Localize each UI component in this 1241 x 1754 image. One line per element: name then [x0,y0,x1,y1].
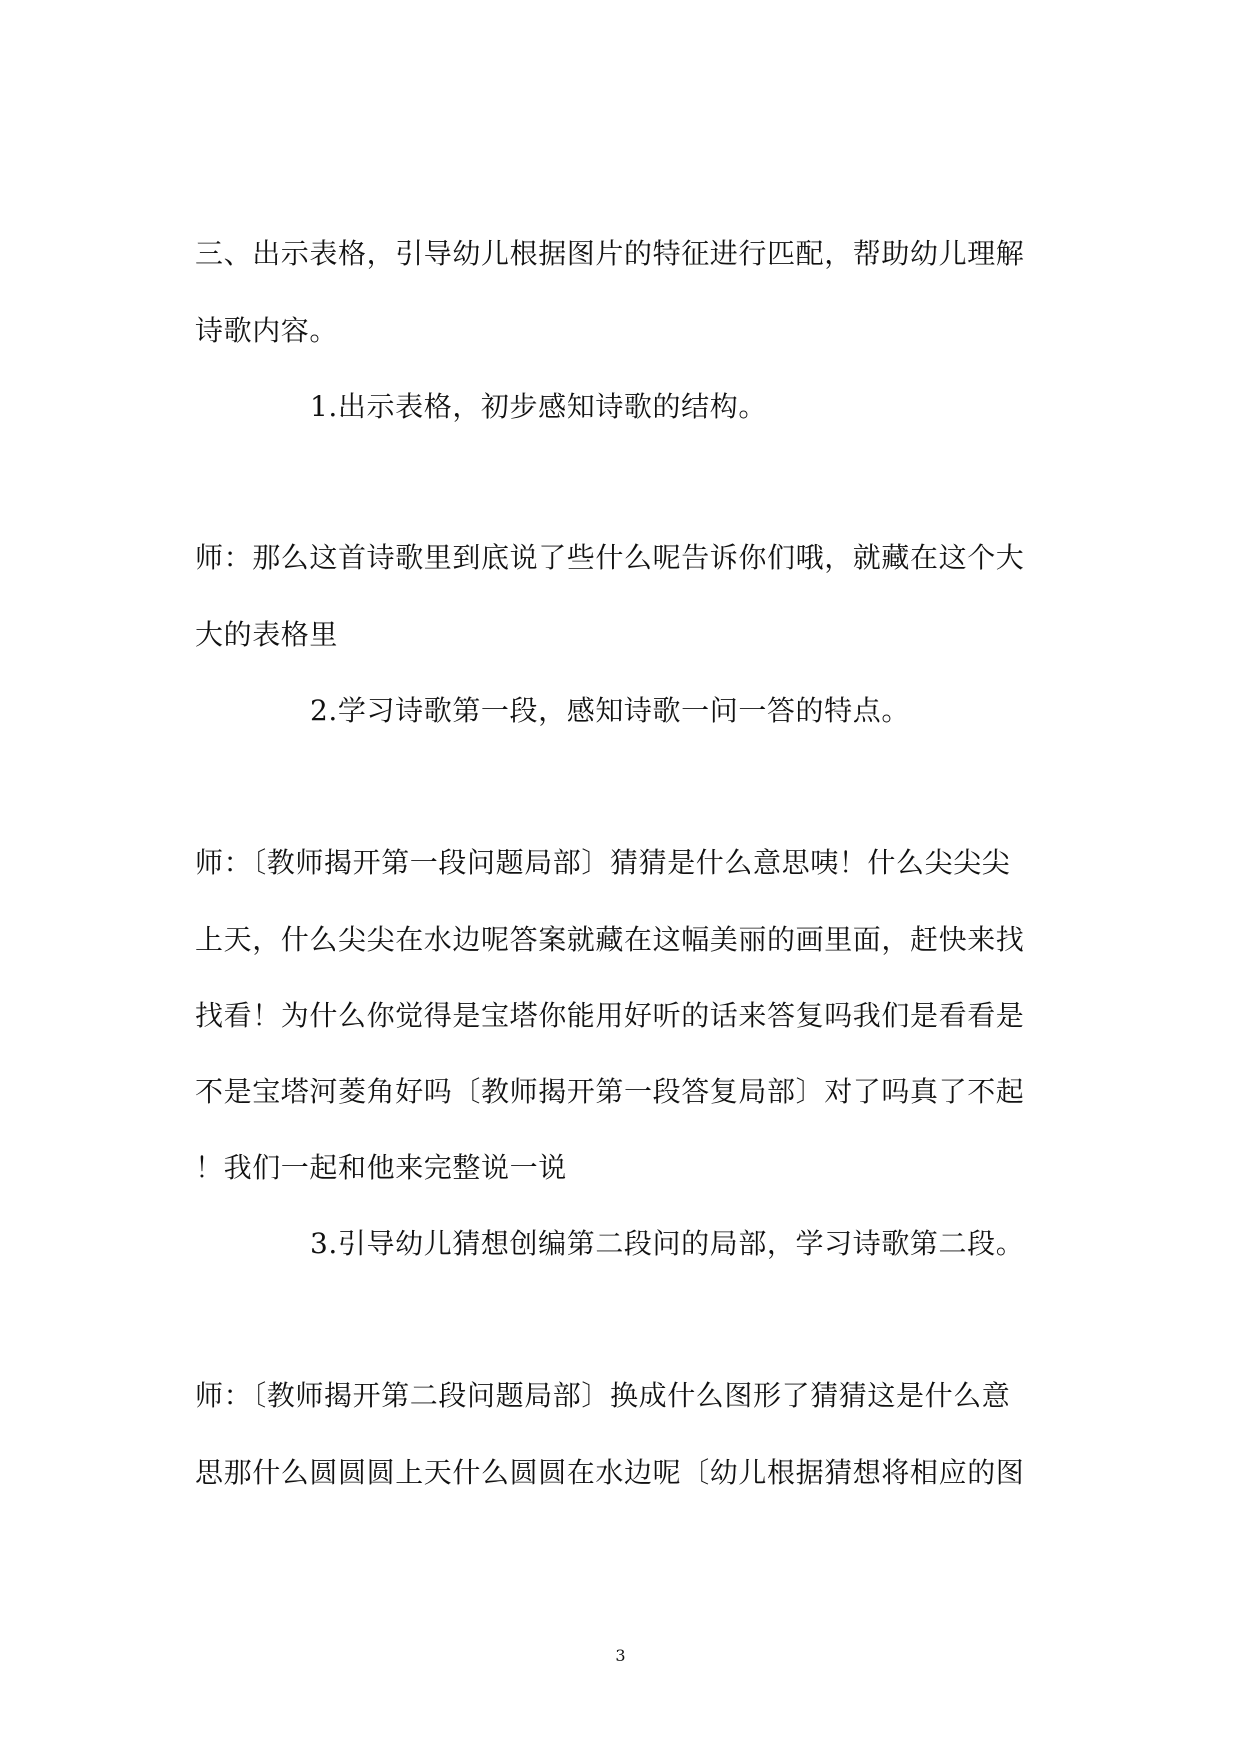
paragraph-line: 找看！为什么你觉得是宝塔你能用好听的话来答复吗我们是看看是 [195,999,1025,1032]
paragraph-line: 师：那么这首诗歌里到底说了些什么呢告诉你们哦，就藏在这个大 [195,541,1025,574]
paragraph-line: 师：〔教师揭开第二段问题局部〕换成什么图形了猜猜这是什么意 [195,1379,1011,1412]
list-item-heading: 2.学习诗歌第一段，感知诗歌一问一答的特点。 [310,694,910,727]
paragraph-line: 诗歌内容。 [195,314,339,347]
paragraph-line: ！我们一起和他来完整说一说 [195,1151,567,1184]
paragraph-line: 大的表格里 [195,618,339,651]
paragraph-line: 师：〔教师揭开第一段问题局部〕猜猜是什么意思咦！什么尖尖尖 [195,846,1011,879]
paragraph-line: 思那什么圆圆圆上天什么圆圆在水边呢〔幼儿根据猜想将相应的图 [195,1456,1025,1489]
paragraph-line: 三、出示表格，引导幼儿根据图片的特征进行匹配，帮助幼儿理解 [195,237,1025,270]
list-item-heading: 1.出示表格，初步感知诗歌的结构。 [310,390,767,423]
paragraph-line: 不是宝塔河菱角好吗〔教师揭开第一段答复局部〕对了吗真了不起 [195,1075,1025,1108]
paragraph-line: 上天，什么尖尖在水边呢答案就藏在这幅美丽的画里面，赶快来找 [195,923,1025,956]
list-item-heading: 3.引导幼儿猜想创编第二段问的局部，学习诗歌第二段。 [310,1227,1025,1260]
page-number: 3 [615,1646,626,1665]
